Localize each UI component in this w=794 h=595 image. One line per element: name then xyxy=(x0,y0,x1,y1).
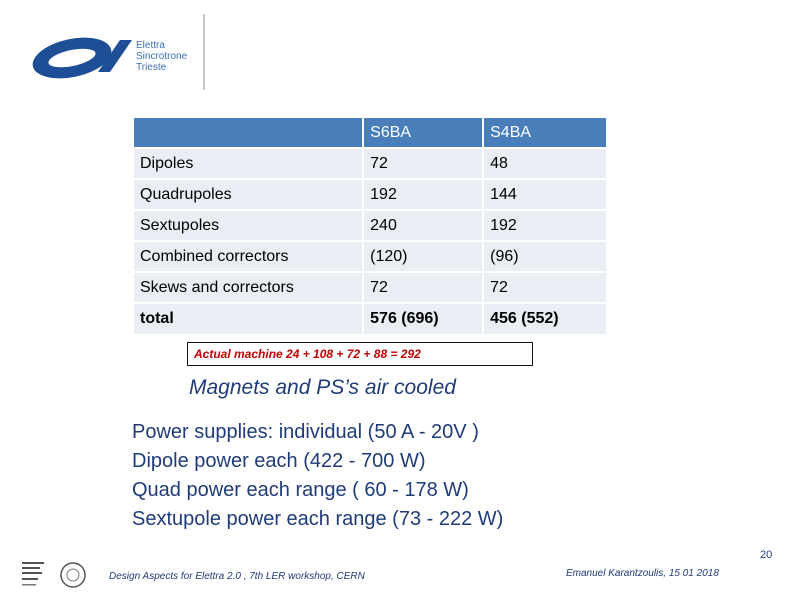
table-cell: (120) xyxy=(363,241,483,272)
power-line: Dipole power each (422 - 700 W) xyxy=(132,450,426,472)
logo-text xyxy=(136,40,187,73)
magnets-table xyxy=(132,116,608,336)
table-header-row xyxy=(133,117,607,148)
logo-line: Sincrotrone xyxy=(136,51,188,62)
power-line: Quad power each range ( 60 - 178 W) xyxy=(132,479,469,501)
table-cell: Combined correctors xyxy=(133,241,363,272)
table-cell: Sextupoles xyxy=(133,210,363,241)
footer-author: Emanuel Karantzoulis, 15 01 2018 xyxy=(566,568,719,579)
power-line: Sextupole power each range (73 - 222 W) xyxy=(132,508,504,530)
table-cell: 240 xyxy=(363,210,483,241)
footer-title: Design Aspects for Elettra 2.0 , 7th LER workshop, CERN xyxy=(109,571,365,582)
table-total-row xyxy=(133,303,607,335)
table-row xyxy=(133,148,607,179)
table-cell: 456 (552) xyxy=(483,303,607,335)
institution-logos xyxy=(22,560,90,590)
power-line: Power supplies: individual (50 A - 20V ) xyxy=(132,421,479,443)
air-cooled-note: Magnets and PS’s air cooled xyxy=(189,376,456,399)
table-cell: (96) xyxy=(483,241,607,272)
table-cell: Quadrupoles xyxy=(133,179,363,210)
table-cell: 576 (696) xyxy=(363,303,483,335)
logo-line: Elettra xyxy=(136,40,165,51)
table-cell: 192 xyxy=(483,210,607,241)
table-cell: 72 xyxy=(363,148,483,179)
table-header-cell: S6BA xyxy=(363,117,483,148)
table-cell: 72 xyxy=(483,272,607,303)
logo-divider xyxy=(203,14,205,90)
table-header-cell: S4BA xyxy=(483,117,607,148)
table-cell: 48 xyxy=(483,148,607,179)
table-cell: 144 xyxy=(483,179,607,210)
table-cell: 192 xyxy=(363,179,483,210)
table-row xyxy=(133,210,607,241)
actual-machine-note: Actual machine 24 + 108 + 72 + 88 = 292 xyxy=(187,342,533,366)
power-list xyxy=(132,418,503,534)
table-row xyxy=(133,179,607,210)
table-cell: Dipoles xyxy=(133,148,363,179)
table-cell: Skews and correctors xyxy=(133,272,363,303)
page-number: 20 xyxy=(760,549,773,561)
table-cell: total xyxy=(133,303,363,335)
table-row xyxy=(133,241,607,272)
table-row xyxy=(133,272,607,303)
logo-line: Trieste xyxy=(136,62,167,73)
table-header-cell xyxy=(133,117,363,148)
table-cell: 72 xyxy=(363,272,483,303)
